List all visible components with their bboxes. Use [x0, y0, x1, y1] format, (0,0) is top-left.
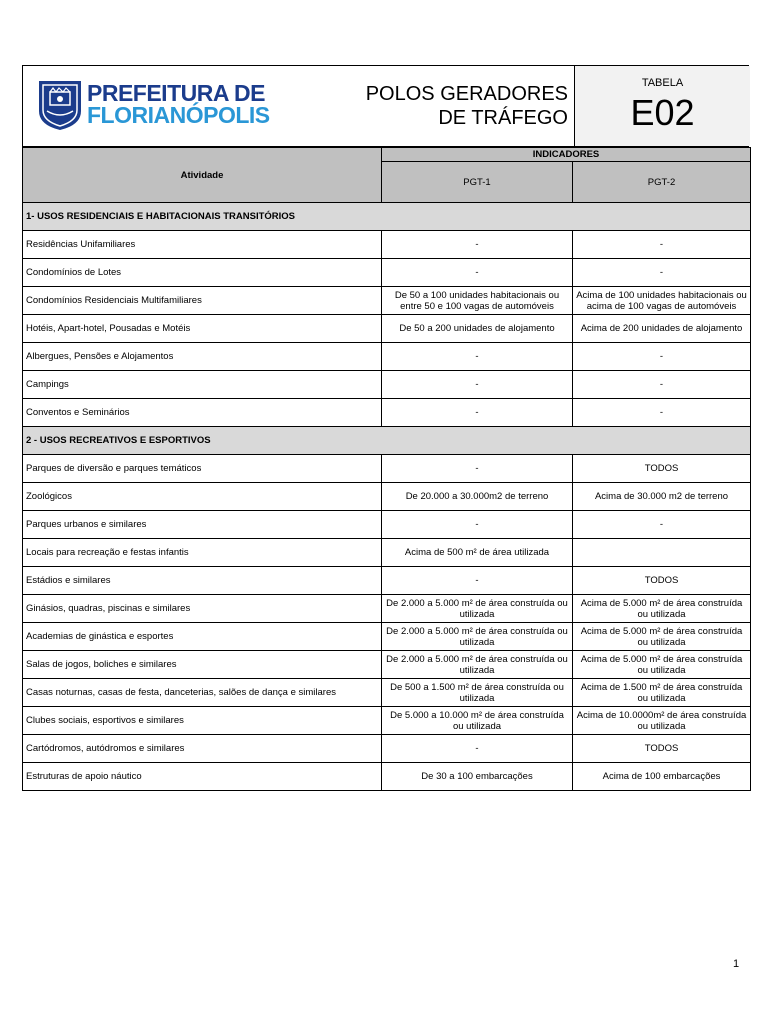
pgt2-cell: Acima de 30.000 m2 de terreno — [573, 483, 751, 511]
pgt2-cell: TODOS — [573, 735, 751, 763]
table-row — [23, 763, 751, 791]
pgt1-cell: De 5.000 a 10.000 m² de área construída ou utilizada — [382, 707, 573, 735]
table-row — [23, 567, 751, 595]
pgt2-cell: - — [573, 371, 751, 399]
pgt1-cell: - — [382, 511, 573, 539]
activity-cell: Academias de ginástica e esportes — [23, 623, 382, 651]
table-row — [23, 735, 751, 763]
pgt1-cell: - — [382, 735, 573, 763]
page-number: 1 — [733, 958, 740, 970]
document-header — [22, 65, 749, 147]
pgt-table — [22, 147, 751, 791]
activity-cell: Parques de diversão e parques temáticos — [23, 455, 382, 483]
pgt1-cell: - — [382, 259, 573, 287]
table-row — [23, 231, 751, 259]
activity-cell: Hotéis, Apart-hotel, Pousadas e Motéis — [23, 315, 382, 343]
pgt2-cell — [573, 539, 751, 567]
table-code-box — [574, 66, 750, 146]
title-line2: DE TRÁFEGO — [438, 107, 568, 129]
activity-cell: Albergues, Pensões e Alojamentos — [23, 343, 382, 371]
pgt1-cell: De 500 a 1.500 m² de área construída ou utilizada — [382, 679, 573, 707]
table-row — [23, 651, 751, 679]
pgt1-cell: De 2.000 a 5.000 m² de área construída ou utilizada — [382, 651, 573, 679]
pgt1-cell: De 2.000 a 5.000 m² de área construída ou utilizada — [382, 623, 573, 651]
activity-cell: Ginásios, quadras, piscinas e similares — [23, 595, 382, 623]
pgt1-cell: De 2.000 a 5.000 m² de área construída ou utilizada — [382, 595, 573, 623]
activity-cell: Clubes sociais, esportivos e similares — [23, 707, 382, 735]
pgt2-cell: Acima de 100 embarcações — [573, 763, 751, 791]
activity-cell: Locais para recreação e festas infantis — [23, 539, 382, 567]
table-row — [23, 707, 751, 735]
table-row — [23, 679, 751, 707]
activity-cell: Condomínios de Lotes — [23, 259, 382, 287]
city-shield-icon — [37, 79, 83, 131]
table-row — [23, 259, 751, 287]
activity-cell: Casas noturnas, casas de festa, danceterias, salões de dança e similares — [23, 679, 382, 707]
document-title — [366, 82, 568, 130]
activity-cell: Zoológicos — [23, 483, 382, 511]
tabela-code: E02 — [630, 92, 695, 133]
activity-cell: Campings — [23, 371, 382, 399]
table-row — [23, 511, 751, 539]
pgt2-cell: Acima de 5.000 m² de área construída ou utilizada — [573, 623, 751, 651]
pgt1-cell: Acima de 500 m² de área utilizada — [382, 539, 573, 567]
section-row — [23, 427, 751, 455]
pgt2-cell: Acima de 200 unidades de alojamento — [573, 315, 751, 343]
header-pgt2: PGT-2 — [573, 162, 751, 203]
activity-cell: Salas de jogos, boliches e similares — [23, 651, 382, 679]
table-row — [23, 539, 751, 567]
pgt2-cell: TODOS — [573, 567, 751, 595]
table-row — [23, 287, 751, 315]
table-row — [23, 623, 751, 651]
table-row — [23, 399, 751, 427]
pgt1-cell: - — [382, 455, 573, 483]
section-title: 1- USOS RESIDENCIAIS E HABITACIONAIS TRANSITÓRIOS — [23, 203, 751, 231]
activity-cell: Residências Unifamiliares — [23, 231, 382, 259]
prefeitura-logo — [37, 79, 270, 133]
header-indicators: INDICADORES — [382, 148, 751, 162]
table-row — [23, 315, 751, 343]
pgt2-cell: - — [573, 259, 751, 287]
pgt1-cell: De 50 a 100 unidades habitacionais ou entre 50 e 100 vagas de automóveis — [382, 287, 573, 315]
pgt1-cell: - — [382, 371, 573, 399]
pgt2-cell: Acima de 5.000 m² de área construída ou utilizada — [573, 595, 751, 623]
pgt2-cell: - — [573, 343, 751, 371]
pgt2-cell: Acima de 1.500 m² de área construída ou utilizada — [573, 679, 751, 707]
pgt1-cell: - — [382, 231, 573, 259]
activity-cell: Estádios e similares — [23, 567, 382, 595]
pgt2-cell: - — [573, 399, 751, 427]
pgt1-cell: - — [382, 399, 573, 427]
table-row — [23, 595, 751, 623]
table-row — [23, 483, 751, 511]
logo-text-line1: PREFEITURA DE — [87, 80, 265, 106]
tabela-label: TABELA — [641, 77, 684, 89]
activity-cell: Parques urbanos e similares — [23, 511, 382, 539]
pgt2-cell: Acima de 100 unidades habitacionais ou acima de 100 vagas de automóveis — [573, 287, 751, 315]
activity-cell: Cartódromos, autódromos e similares — [23, 735, 382, 763]
pgt1-cell: De 30 a 100 embarcações — [382, 763, 573, 791]
pgt1-cell: De 50 a 200 unidades de alojamento — [382, 315, 573, 343]
header-activity: Atividade — [23, 148, 382, 203]
pgt2-cell: - — [573, 511, 751, 539]
section-title: 2 - USOS RECREATIVOS E ESPORTIVOS — [23, 427, 751, 455]
pgt2-cell: Acima de 10.0000m² de área construída ou utilizada — [573, 707, 751, 735]
pgt1-cell: De 20.000 a 30.000m2 de terreno — [382, 483, 573, 511]
activity-cell: Conventos e Seminários — [23, 399, 382, 427]
logo-text-line2: FLORIANÓPOLIS — [87, 102, 270, 128]
pgt2-cell: TODOS — [573, 455, 751, 483]
activity-cell: Condomínios Residenciais Multifamiliares — [23, 287, 382, 315]
pgt2-cell: - — [573, 231, 751, 259]
pgt2-cell: Acima de 5.000 m² de área construída ou utilizada — [573, 651, 751, 679]
table-body — [23, 203, 751, 791]
activity-cell: Estruturas de apoio náutico — [23, 763, 382, 791]
section-row — [23, 203, 751, 231]
table-row — [23, 343, 751, 371]
header-pgt1: PGT-1 — [382, 162, 573, 203]
pgt1-cell: - — [382, 567, 573, 595]
table-row — [23, 455, 751, 483]
table-row — [23, 371, 751, 399]
pgt1-cell: - — [382, 343, 573, 371]
title-line1: POLOS GERADORES — [365, 83, 568, 105]
